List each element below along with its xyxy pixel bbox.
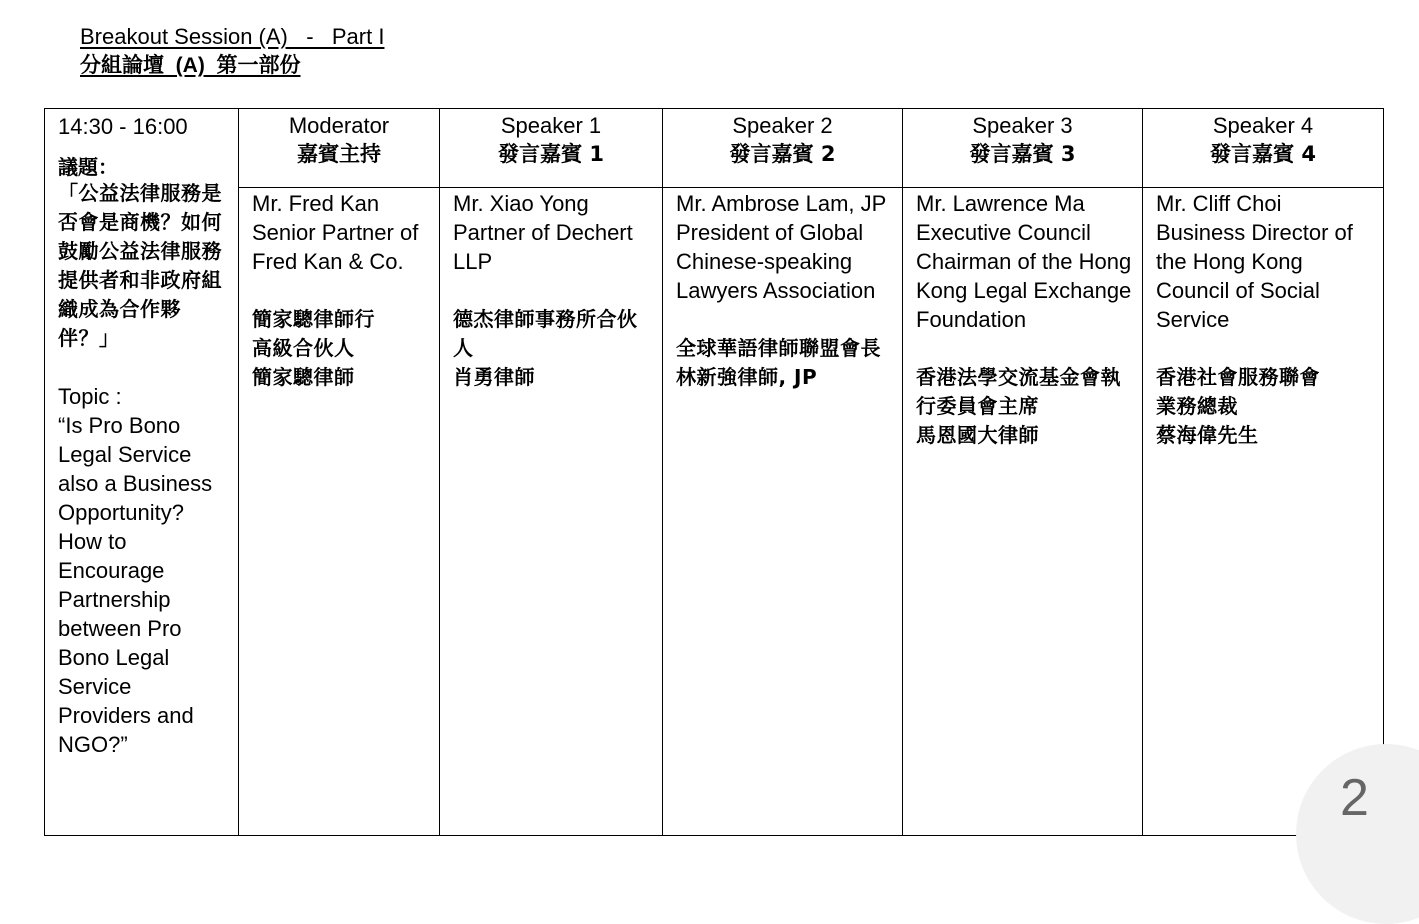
topic-label-en: Topic : (58, 384, 122, 409)
person-info-zh: 德杰律師事務所合伙人 肖勇律師 (453, 307, 638, 389)
topic-label-zh: 議題： (58, 155, 118, 179)
header-label-zh: 發言嘉賓 1 (498, 142, 604, 166)
person-info-zh: 全球華語律師聯盟會長 林新強律師, JP (676, 336, 881, 389)
header-speaker-2 (663, 109, 903, 188)
header-label-zh: 發言嘉賓 3 (969, 142, 1076, 166)
person-info-en: Mr. Ambrose Lam, JP President of Global Chinese-speaking Lawyers Association (676, 191, 887, 303)
header-moderator (239, 109, 440, 188)
header-speaker-1 (440, 109, 663, 188)
header-speaker-4 (1143, 109, 1384, 188)
speaker-2-cell (663, 188, 903, 836)
topic-text-zh: 「公益法律服務是否會是商機？如何鼓勵公益法律服務提供者和非政府組織成為合作夥伴？」 (58, 181, 222, 350)
speaker-3-cell (903, 188, 1143, 836)
header-label-zh: 發言嘉賓 4 (1210, 142, 1316, 166)
person-info-en: Mr. Fred Kan Senior Partner of Fred Kan & Co. (252, 191, 419, 274)
header-label-en: Speaker 3 (972, 113, 1073, 138)
speaker-1-cell (440, 188, 663, 836)
person-info-en: Mr. Cliff Choi Business Director of the Hong Kong Council of Social Service (1156, 191, 1353, 332)
header-label-en: Speaker 2 (732, 113, 833, 138)
speaker-4-cell (1143, 188, 1384, 836)
header-label-zh: 嘉賓主持 (297, 142, 381, 166)
person-info-zh: 香港社會服務聯會 業務總裁 蔡海偉先生 (1156, 365, 1320, 447)
topic-text-en: “Is Pro Bono Legal Service also a Business Opportunity? How to Encourage Partnership between Pro Bono Legal Service Providers and NGO?” (58, 413, 213, 757)
person-info-en: Mr. Xiao Yong Partner of Dechert LLP (453, 191, 633, 274)
session-title-zh: 分組論壇 (A) 第一部份 (80, 54, 301, 77)
header-speaker-3 (903, 109, 1143, 188)
session-time: 14:30 - 16:00 (58, 114, 188, 139)
header-label-en: Speaker 4 (1212, 113, 1314, 138)
person-info-zh: 簡家驄律師行 高級合伙人 簡家驄律師 (252, 307, 375, 389)
person-info-zh: 香港法學交流基金會執行委員會主席 馬恩國大律師 (916, 365, 1121, 447)
topic-cell (45, 109, 239, 836)
header-label-en: Moderator (288, 113, 390, 138)
session-title-en: Breakout Session (A) - Part I (80, 24, 385, 49)
speaker-table (44, 108, 1384, 836)
person-info-en: Mr. Lawrence Ma Executive Council Chairman of the Hong Kong Legal Exchange Foundation (916, 191, 1132, 332)
session-title (80, 22, 384, 80)
page-number: 2 (1340, 769, 1369, 827)
moderator-cell (239, 188, 440, 836)
header-label-zh: 發言嘉賓 2 (729, 142, 836, 166)
header-label-en: Speaker 1 (500, 113, 602, 138)
